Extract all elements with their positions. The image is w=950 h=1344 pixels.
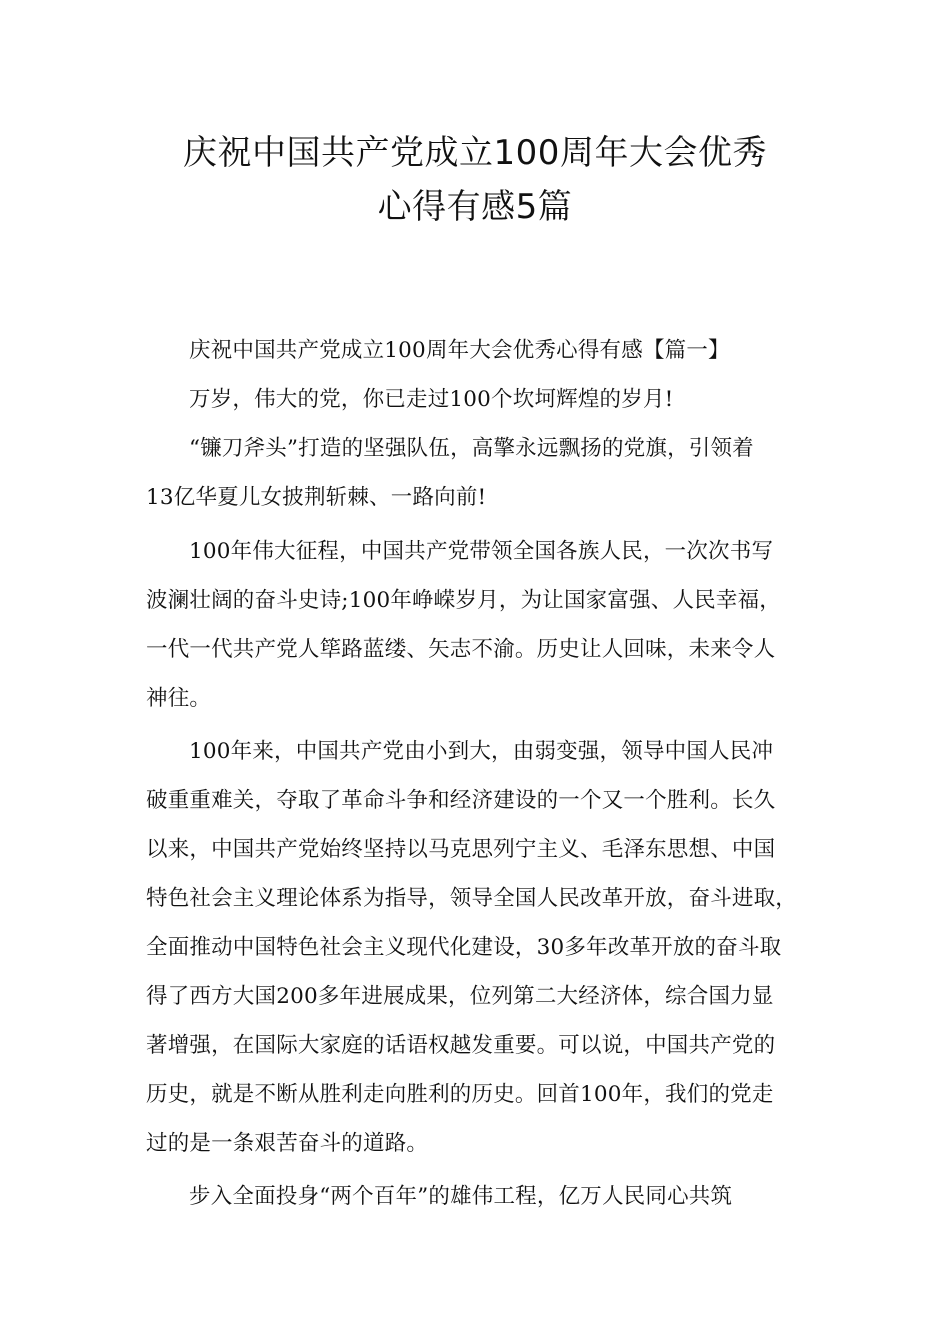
paragraph-line: 破重重难关，夺取了革命斗争和经济建设的一个又一个胜利。长久 (146, 788, 776, 813)
paragraph-line: 100年伟大征程，中国共产党带领全国各族人民，一次次书写 (189, 539, 774, 564)
paragraph-line: 得了西方大国200多年进展成果，位列第二大经济体，综合国力显 (146, 984, 774, 1009)
paragraph-line: 波澜壮阔的奋斗史诗;100年峥嵘岁月，为让国家富强、人民幸福， (146, 588, 781, 613)
paragraph-line: 特色社会主义理论体系为指导，领导全国人民改革开放，奋斗进取， (146, 886, 798, 911)
paragraph-line: 全面推动中国特色社会主义现代化建设，30多年改革开放的奋斗取 (146, 935, 782, 960)
paragraph-line: 一代一代共产党人筚路蓝缕、矢志不渝。历史让人回味，未来令人 (146, 637, 776, 662)
paragraph-line: 著增强，在国际大家庭的话语权越发重要。可以说，中国共产党的 (146, 1033, 776, 1058)
paragraph-line: 万岁，伟大的党，你已走过100个坎坷辉煌的岁月! (189, 387, 674, 412)
document-title-line-2: 心得有感5篇 (377, 187, 573, 227)
paragraph-line: 神往。 (146, 686, 212, 711)
paragraph-line: 庆祝中国共产党成立100周年大会优秀心得有感【篇一】 (189, 338, 730, 363)
paragraph-line: 100年来，中国共产党由小到大，由弱变强，领导中国人民冲 (189, 739, 774, 764)
paragraph-line: 过的是一条艰苦奋斗的道路。 (146, 1131, 429, 1156)
paragraph-line: 13亿华夏儿女披荆斩棘、一路向前! (146, 485, 487, 510)
paragraph-line: 历史，就是不断从胜利走向胜利的历史。回首100年，我们的党走 (146, 1082, 774, 1107)
document-title-line-1: 庆祝中国共产党成立100周年大会优秀 (183, 133, 767, 173)
paragraph-line: 以来，中国共产党始终坚持以马克思列宁主义、毛泽东思想、中国 (146, 837, 776, 862)
paragraph-line: “镰刀斧头”打造的坚强队伍，高擎永远飘扬的党旗，引领着 (189, 436, 754, 461)
paragraph-line: 步入全面投身“两个百年”的雄伟工程，亿万人民同心共筑 (189, 1184, 733, 1209)
